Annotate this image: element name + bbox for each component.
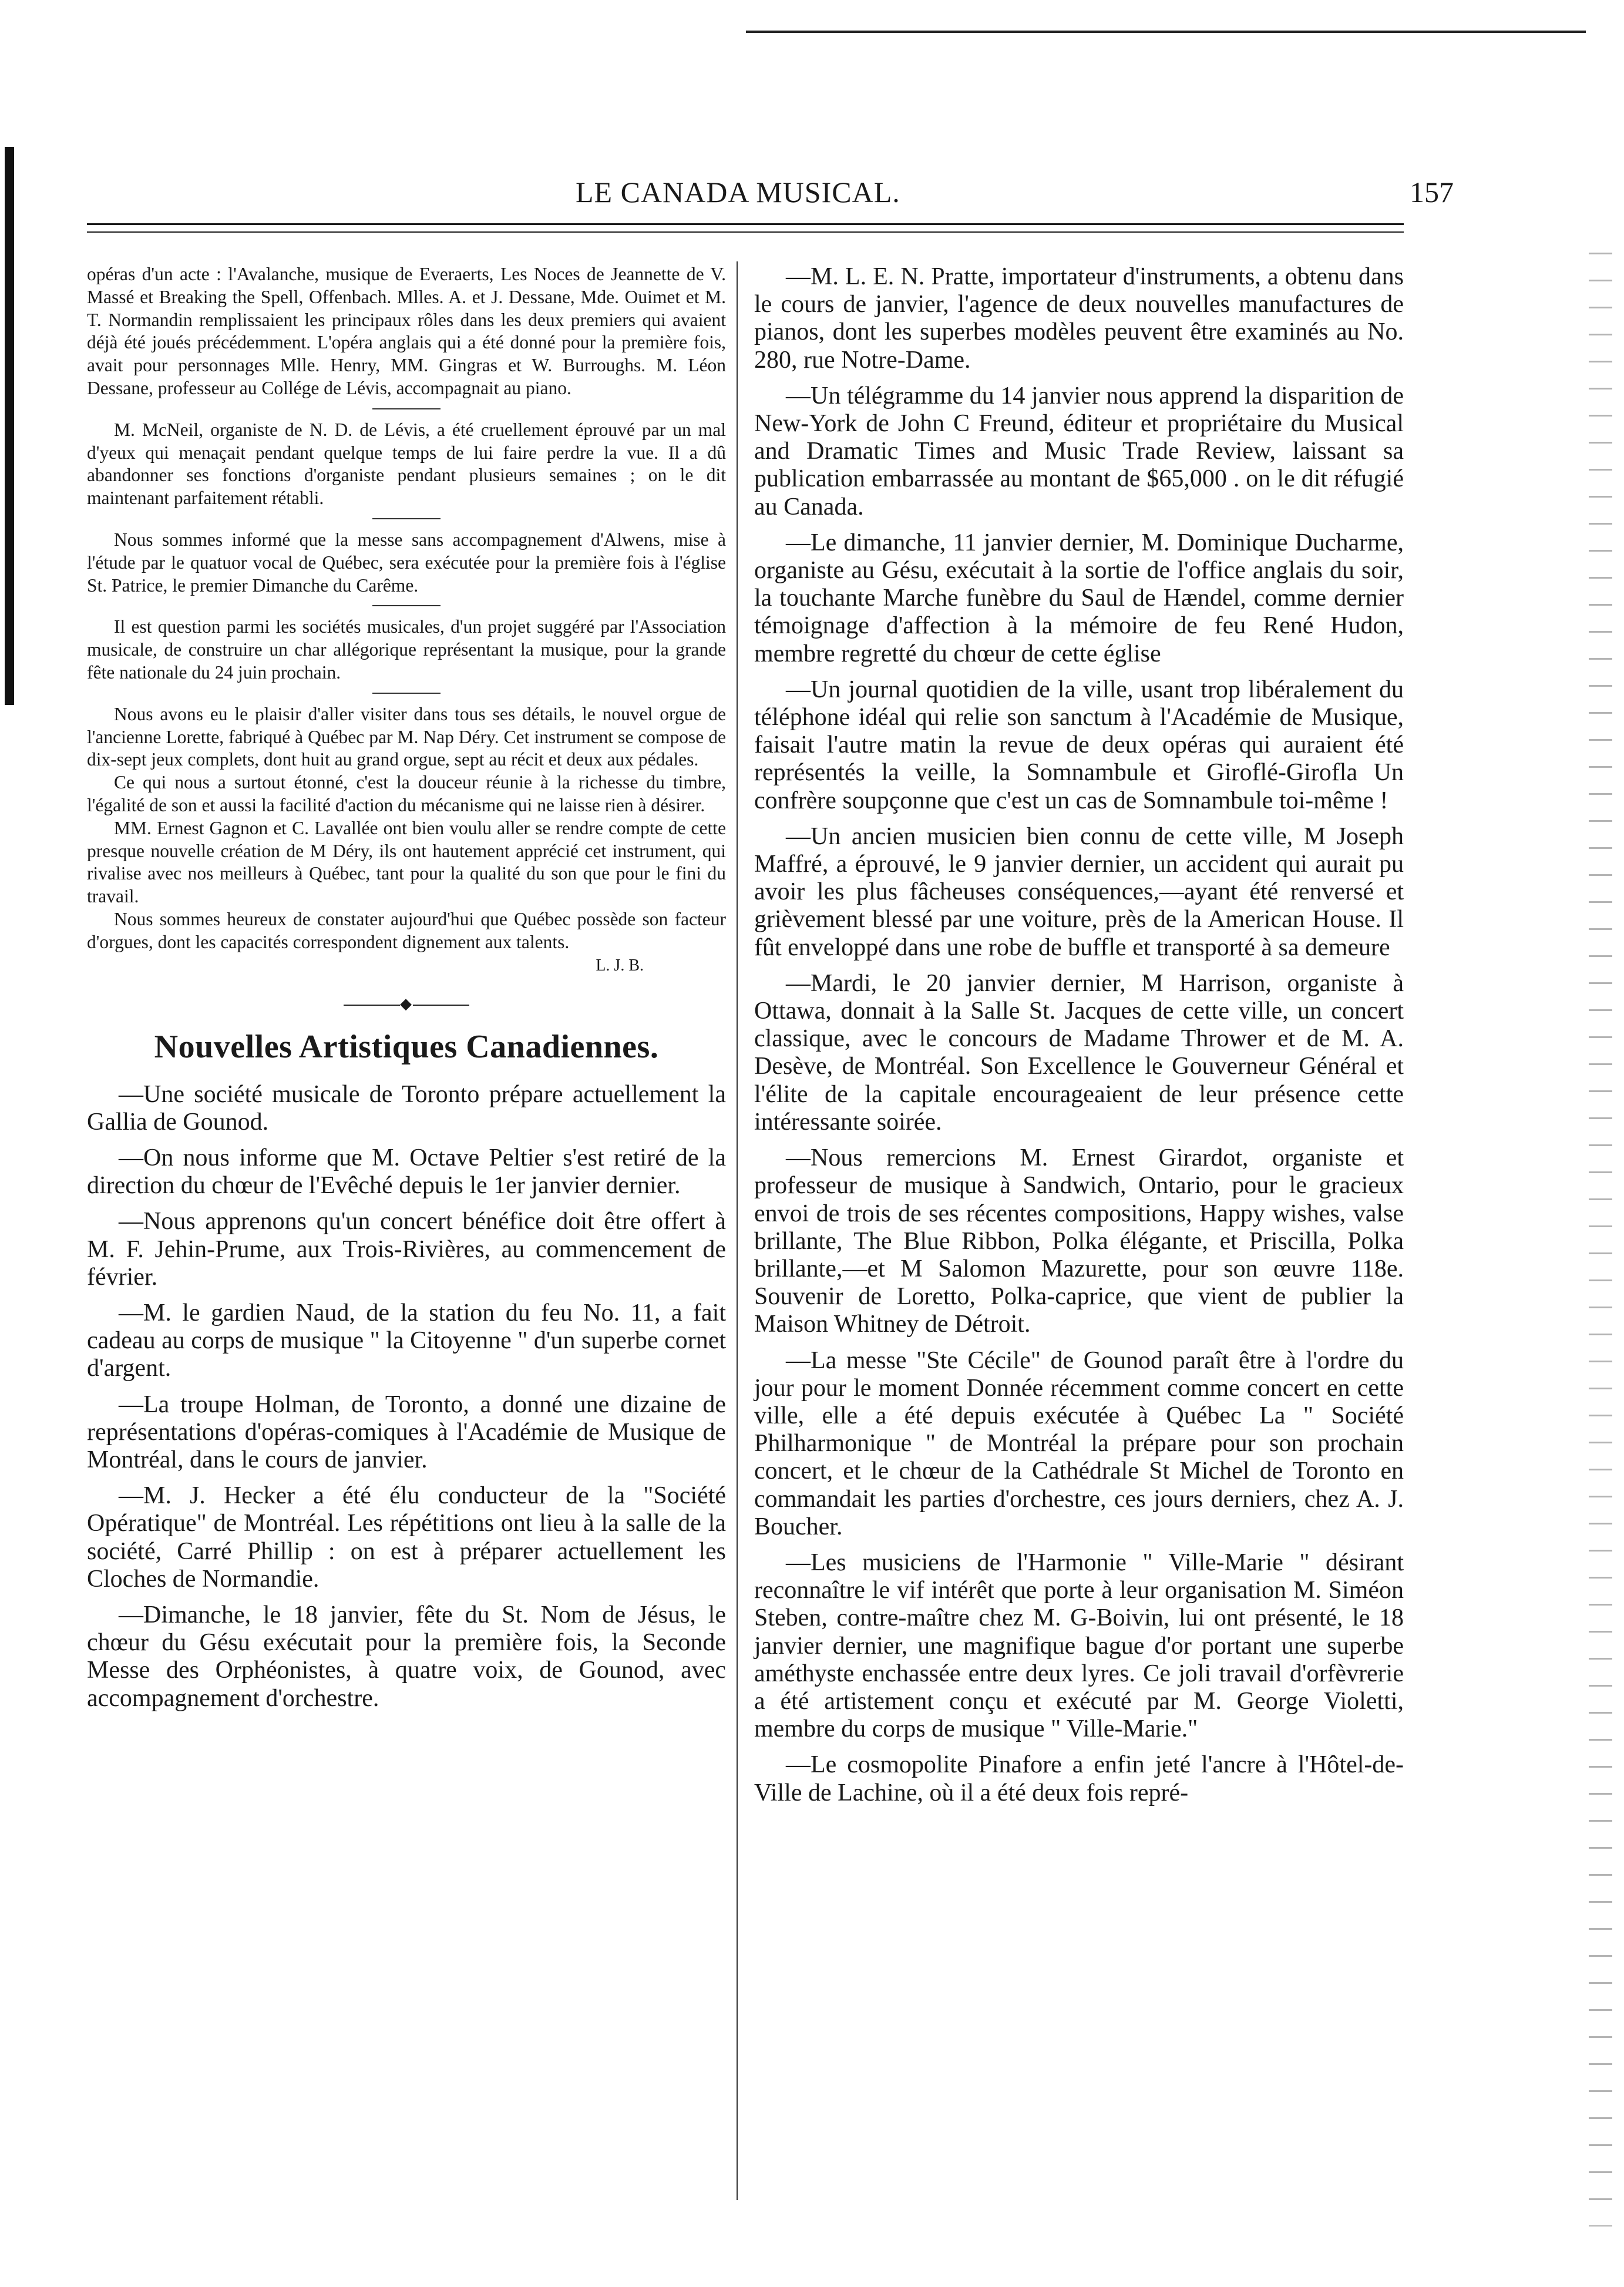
news-item: —Mardi, le 20 janvier dernier, M Harrison, organiste à Ottawa, donnait à la Salle St. Jacques de cette ville, un concert classique, avec le concours de Madame Thrower et de M. A. Desève, de Montréal. Son Excellence le Gouverneur Général et l'élite de la capitale encourageaient de leur présence cette intéressante soirée.: [754, 969, 1404, 1136]
news-items-left: [87, 1081, 726, 1712]
paragraph: Nous sommes informé que la messe sans accompagnement d'Alwens, mise à l'étude par le quatuor vocal de Québec, sera exécutée pour la première fois à l'église St. Patrice, le premier Dimanche du Carême.: [87, 529, 726, 596]
news-item: —La messe "Ste Cécile" de Gounod paraît être à l'ordre du jour pour le moment Donnée récemment comme concert en cette ville, elle a été depuis exécutée à Québec La " Société Philharmonique " de Montréal la prépare pour son prochain concert, et le chœur de la Cathédrale St Michel de Toronto en commandait les parties d'orchestre, ces jours derniers, chez A. J. Boucher.: [754, 1346, 1404, 1540]
article-char-allegorique: [87, 616, 726, 684]
news-item: —M. J. Hecker a été élu conducteur de la "Société Opératique" de Montréal. Les répétitions ont lieu à la salle de la société, Carré Phillip : on est à préparer actuellement les Cloches de Normandie.: [87, 1482, 726, 1593]
news-item: —La troupe Holman, de Toronto, a donné une dizaine de représentations d'opéras-comiques à l'Académie de Musique de Montréal, dans le cours de janvier.: [87, 1391, 726, 1473]
news-item: —M. L. E. N. Pratte, importateur d'instruments, a obtenu dans le cours de janvier, l'agence de deux nouvelles manufactures de pianos, dont les superbes modèles peuvent être examinés au No. 280, rue Notre-Dame.: [754, 263, 1404, 374]
scan-edge-marks: [1589, 253, 1612, 2226]
author-signature: L. J. B.: [596, 956, 644, 975]
ornament-diamond-icon: ◆: [400, 995, 413, 1012]
scan-margin-bar: [5, 147, 14, 705]
separator-rule: [372, 605, 441, 606]
header-rule: [87, 231, 1404, 233]
paragraph: Nous avons eu le plaisir d'aller visiter dans tous ses détails, le nouvel orgue de l'ancienne Lorette, fabriqué à Québec par M. Nap Déry. Cet instrument se compose de dix-sept jeux complets, dont huit au grand orgue, sept au récit et deux aux pédales.: [87, 703, 726, 770]
paragraph: M. McNeil, organiste de N. D. de Lévis, a été cruellement éprouvé par un mal d'yeux qui menaçait pendant quelque temps de lui faire perdre la vue. Il a dû abandonner ses fonctions d'organiste pendant plusieurs semaines ; on le dit maintenant parfaitement rétabli.: [87, 419, 726, 509]
news-item: —Nous remercions M. Ernest Girardot, organiste et professeur de musique à Sandwich, Ontario, pour le gracieux envoi de trois de ses récentes compositions, Happy wishes, valse brillante, The Blue Ribbon, Polka élégante, et Priscilla, Polka brillante,—et M Salomon Mazurette, pour son œuvre 118e. Souvenir de Loretto, Polka-caprice, que vient de publier la Maison Whitney de Détroit.: [754, 1144, 1404, 1338]
news-item: —Dimanche, le 18 janvier, fête du St. Nom de Jésus, le chœur du Gésu exécutait pour la première fois, la Seconde Messe des Orphéonistes, à quatre voix, de Gounod, avec accompagnement d'orchestre.: [87, 1601, 726, 1712]
news-item: —Nous apprenons qu'un concert bénéfice doit être offert à M. F. Jehin-Prume, aux Trois-Rivières, au commencement de février.: [87, 1208, 726, 1291]
section-heading: Nouvelles Artistiques Canadiennes.: [154, 1028, 659, 1065]
article-levis-concert: [87, 263, 726, 400]
right-column: [754, 263, 1404, 1815]
page-number: 157: [1410, 176, 1454, 209]
news-item: —Une société musicale de Toronto prépare actuellement la Gallia de Gounod.: [87, 1080, 726, 1136]
section-ornament: [87, 995, 726, 1013]
ornament-line: [344, 1005, 400, 1006]
news-item: —Les musiciens de l'Harmonie " Ville-Marie " désirant reconnaître le vif intérêt que porte à leur organisation M. Siméon Steben, contre-maître chez M. G-Boivin, lui ont présenté, le 18 janvier dernier, une magnifique bague d'or portant une superbe améthyste enchassée entre deux lyres. Ce joli travail d'orfèvrerie a été artistement conçu et exécuté par M. George Violetti, membre du corps de musique " Ville-Marie.": [754, 1549, 1404, 1743]
paragraph: Il est question parmi les sociétés musicales, d'un projet suggéré par l'Association musicale, de construire un char allégorique représentant la musique, pour la grande fête nationale du 24 juin prochain.: [87, 616, 726, 683]
news-item: —Un journal quotidien de la ville, usant trop libéralement du téléphone idéal qui relie son sanctum à l'Académie de Musique, faisait l'autre matin la revue de deux opéras qui auraient été représentés la veille, la Somnambule et Giroflé-Girofla Un confrère soupçonne que c'est un cas de Somnambule toi-même !: [754, 676, 1404, 814]
article-orgue-lorette: [87, 703, 726, 954]
header-rule: [87, 223, 1404, 225]
article-mcneil: [87, 419, 726, 510]
top-page-rule: [746, 31, 1586, 33]
left-column: [87, 263, 726, 1721]
news-item: —On nous informe que M. Octave Peltier s'est retiré de la direction du chœur de l'Evêché depuis le 1er janvier dernier.: [87, 1144, 726, 1200]
news-item: —Un télégramme du 14 janvier nous apprend la disparition de New-York de John C Freund, éditeur et propriétaire du Musical and Dramatic Times and Music Trade Review, laissant sa publication embarrassée au montant de $65,000 . on le dit réfugié au Canada.: [754, 382, 1404, 520]
paragraph: MM. Ernest Gagnon et C. Lavallée ont bien voulu aller se rendre compte de cette presque nouvelle création de M Déry, ils ont hautement apprécié cet instrument, qui rivalise avec nos meilleurs à Québec, tant pour la qualité du son que pour le fini du travail.: [87, 817, 726, 907]
news-item: —M. le gardien Naud, de la station du feu No. 11, a fait cadeau au corps de musique " la Citoyenne " d'un superbe cornet d'argent.: [87, 1299, 727, 1382]
news-item: —Un ancien musicien bien connu de cette ville, M Joseph Maffré, a éprouvé, le 9 janvier dernier, un accident qui aurait pu avoir les plus fâcheuses conséquences,—ayant été renversé et grièvement blessé par une voiture, près de la American House. Il fût enveloppé dans une robe de buffle et transporté à sa demeure: [754, 822, 1404, 961]
news-item: —Le cosmopolite Pinafore a enfin jeté l'ancre à l'Hôtel-de-Ville de Lachine, où il a été deux fois repré-: [754, 1751, 1404, 1806]
ornament-line: [413, 1005, 469, 1006]
paragraph: Ce qui nous a surtout étonné, c'est la douceur réunie à la richesse du timbre, l'égalité de son et aussi la facilité d'action du mécanisme qui ne laisse rien à désirer.: [87, 772, 726, 815]
separator-rule: [372, 518, 441, 519]
news-item: —Le dimanche, 11 janvier dernier, M. Dominique Ducharme, organiste au Gésu, exécutait à la sortie de l'office anglais du soir, la touchante Marche funèbre du Saul de Hændel, comme dernier témoignage d'affection à la mémoire de feu René Hudon, membre regretté du chœur de cette église: [754, 529, 1404, 667]
running-title: LE CANADA MUSICAL.: [576, 176, 900, 209]
news-items-right: [754, 263, 1404, 1807]
article-alwens-mass: [87, 529, 726, 597]
separator-rule: [372, 693, 441, 694]
paragraph: opéras d'un acte : l'Avalanche, musique de Everaerts, Les Noces de Jeannette de V. Massé et Breaking the Spell, Offenbach. Mlles. A. et J. Dessane, Mde. Ouimet et M. T. Normandin remplissaient les principaux rôles dans les deux premiers qui avaient déjà été joués précédemment. L'opéra anglais qui a été donné pour la première fois, avait pour personnages Mlle. Henry, MM. Gingras et W. Burroughs. M. Léon Dessane, professeur au Collége de Lévis, accompagnait au piano.: [87, 264, 726, 398]
paragraph: Nous sommes heureux de constater aujourd'hui que Québec possède son facteur d'orgues, dont les capacités correspondent dignement aux talents.: [87, 908, 726, 952]
column-divider: [737, 261, 738, 2200]
separator-rule: [372, 408, 441, 409]
